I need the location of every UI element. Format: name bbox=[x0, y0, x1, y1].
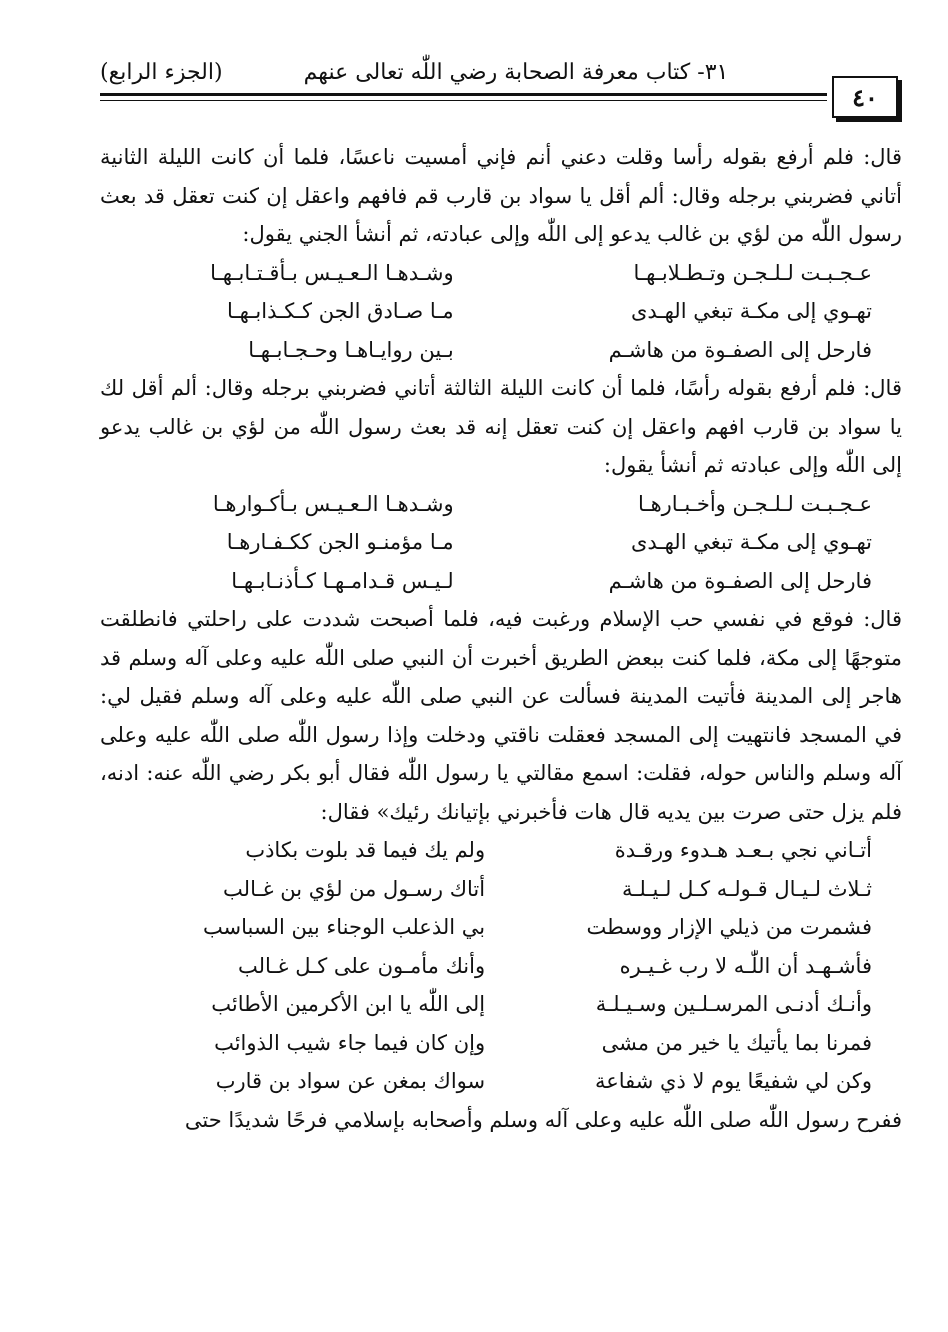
page-body bbox=[100, 138, 902, 1139]
first-hemistich: فشمرت من ذيلي الإزار ووسطت bbox=[586, 915, 872, 939]
paragraph-1: قال: فلم أرفع بقوله رأسا وقلت دعني أنم فإني أمسيت ناعسًا، فلما أن كانت الليلة الثانية أتاني فضربني برجله وقال: ألم أقل يا سواد بن قارب قم فافهم واعقل إن كنت تعقل قد بعث رسول اللّٰه من لؤي بن غالب يدعو إلى اللّٰه وإلى عبادته، ثم أنشأ الجني يقول: bbox=[100, 145, 902, 246]
first-hemistich: فأشـهـد أن اللّٰـه لا رب غـيـره bbox=[619, 953, 872, 978]
page-number-box bbox=[832, 76, 898, 118]
verse-line bbox=[100, 908, 902, 947]
first-hemistich: تهـوي إلى مكـة تبغي الهـدى bbox=[631, 530, 872, 554]
verse-line bbox=[100, 985, 902, 1024]
verse-line bbox=[100, 485, 902, 524]
verse-line bbox=[100, 523, 902, 562]
first-hemistich: ثـلاث لـيـال قـولـه كـل لـيـلـة bbox=[621, 876, 872, 901]
second-hemistich: وإن كان فيما جاء شيب الذوائب bbox=[214, 1030, 486, 1055]
verse-line bbox=[100, 331, 902, 370]
paragraph-2: قال: فلم أرفع بقوله رأسًا، فلما أن كانت الليلة الثالثة أتاني فضربني برجله وقال: ألم أقل لك يا سواد بن قارب افهم واعقل إن كنت تعقل إنه قد بعث رسول اللّٰه من لؤي بن غالب يدعو إلى اللّٰه وإلى عبادته ثم أنشأ يقول: bbox=[100, 376, 902, 477]
poem-1 bbox=[100, 254, 902, 370]
second-hemistich: بي الذعلب الوجناء بين السباسب bbox=[202, 915, 486, 939]
second-hemistich: أتاك رسـول من لؤي بن غـالب bbox=[223, 876, 486, 901]
first-hemistich: أتـاني نجي بـعـد هـدوء ورقـدة bbox=[614, 838, 872, 862]
second-hemistich: وشـدهـا الـعـيـس بـأقـتـابـهـا bbox=[210, 260, 454, 285]
page-number: ٤٠ bbox=[852, 82, 878, 112]
second-hemistich: لـيـس قـدامـهـا كـأذنـابـهـا bbox=[231, 568, 454, 593]
poem-3 bbox=[100, 831, 902, 1101]
header-rule-thick bbox=[100, 93, 827, 96]
second-hemistich: وأنك مأمـون على كـل غـالب bbox=[237, 953, 486, 978]
verse-line bbox=[100, 947, 902, 986]
second-hemistich: بـين روايـاهـا وحـجـابـهـا bbox=[248, 337, 454, 362]
header-rule-thin bbox=[100, 100, 827, 101]
verse-line bbox=[100, 1062, 902, 1101]
volume-label: (الجزء الرابع) bbox=[100, 60, 223, 85]
second-hemistich: وشـدهـا الـعـيـس بـأكـوارهـا bbox=[212, 491, 454, 516]
poem-2 bbox=[100, 485, 902, 601]
second-hemistich: إلى اللّٰه يا ابن الأكرمين الأطائب bbox=[211, 992, 486, 1016]
verse-line bbox=[100, 831, 902, 870]
verse-line bbox=[100, 870, 902, 909]
first-hemistich: فارحل إلى الصفـوة من هاشـم bbox=[608, 568, 872, 593]
verse-line bbox=[100, 254, 902, 293]
first-hemistich: وأنـك أدنـى المرسـلـين وسـيـلـة bbox=[595, 992, 872, 1016]
second-hemistich: مـا مؤمنـو الجن ككـفـارهـا bbox=[226, 530, 454, 554]
verse-line bbox=[100, 562, 902, 601]
verse-line bbox=[100, 292, 902, 331]
second-hemistich: مـا صـادق الجن كـكـذابـهـا bbox=[227, 299, 454, 323]
second-hemistich: ولم يك فيما قد بلوت بكاذب bbox=[245, 838, 486, 862]
book-title: ٣١- كتاب معرفة الصحابة رضي اللّٰه تعالى عنهم bbox=[303, 60, 729, 85]
verse-line bbox=[100, 1024, 902, 1063]
paragraph-3: قال: فوقع في نفسي حب الإسلام ورغبت فيه، فلما أصبحت شددت على راحلتي فانطلقت متوجهًا إلى مكة، فلما كنت ببعض الطريق أخبرت أن النبي صلى اللّٰه عليه وعلى آله وسلم قد هاجر إلى المدينة فأتيت المدينة فسألت عن النبي صلى اللّٰه عليه وعلى آله وسلم فقيل لي: في المسجد فانتهيت إلى المسجد فعقلت ناقتي ودخلت وإذا رسول اللّٰه صلى اللّٰه عليه وعلى آله وسلم والناس حوله، فقلت: اسمع مقالتي يا رسول اللّٰه فقال أبو بكر رضي اللّٰه عنه: ادنه، فلم يزل حتى صرت بين يديه قال هات فأخبرني بإتيانك رئيك» فقال: bbox=[100, 607, 902, 824]
first-hemistich: تهـوي إلى مكـة تبغي الهـدى bbox=[631, 299, 872, 323]
paragraph-4: ففرح رسول اللّٰه صلى اللّٰه عليه وعلى آله وسلم وأصحابه بإسلامي فرحًا شديدًا حتى bbox=[184, 1107, 902, 1132]
first-hemistich: وكن لي شفيعًا يوم لا ذي شفاعة bbox=[594, 1069, 872, 1093]
first-hemistich: فارحل إلى الصفـوة من هاشـم bbox=[608, 337, 872, 362]
first-hemistich: فمرنا بما يأتيك يا خير من مشى bbox=[601, 1030, 872, 1055]
first-hemistich: عـجـبـت لـلـجـن وتـطـلابـهـا bbox=[633, 260, 872, 285]
page-header bbox=[100, 50, 902, 122]
second-hemistich: سواك بمغن عن سواد بن قارب bbox=[215, 1069, 486, 1093]
first-hemistich: عـجـبـت لـلـجـن وأخـبـارهـا bbox=[638, 491, 872, 516]
